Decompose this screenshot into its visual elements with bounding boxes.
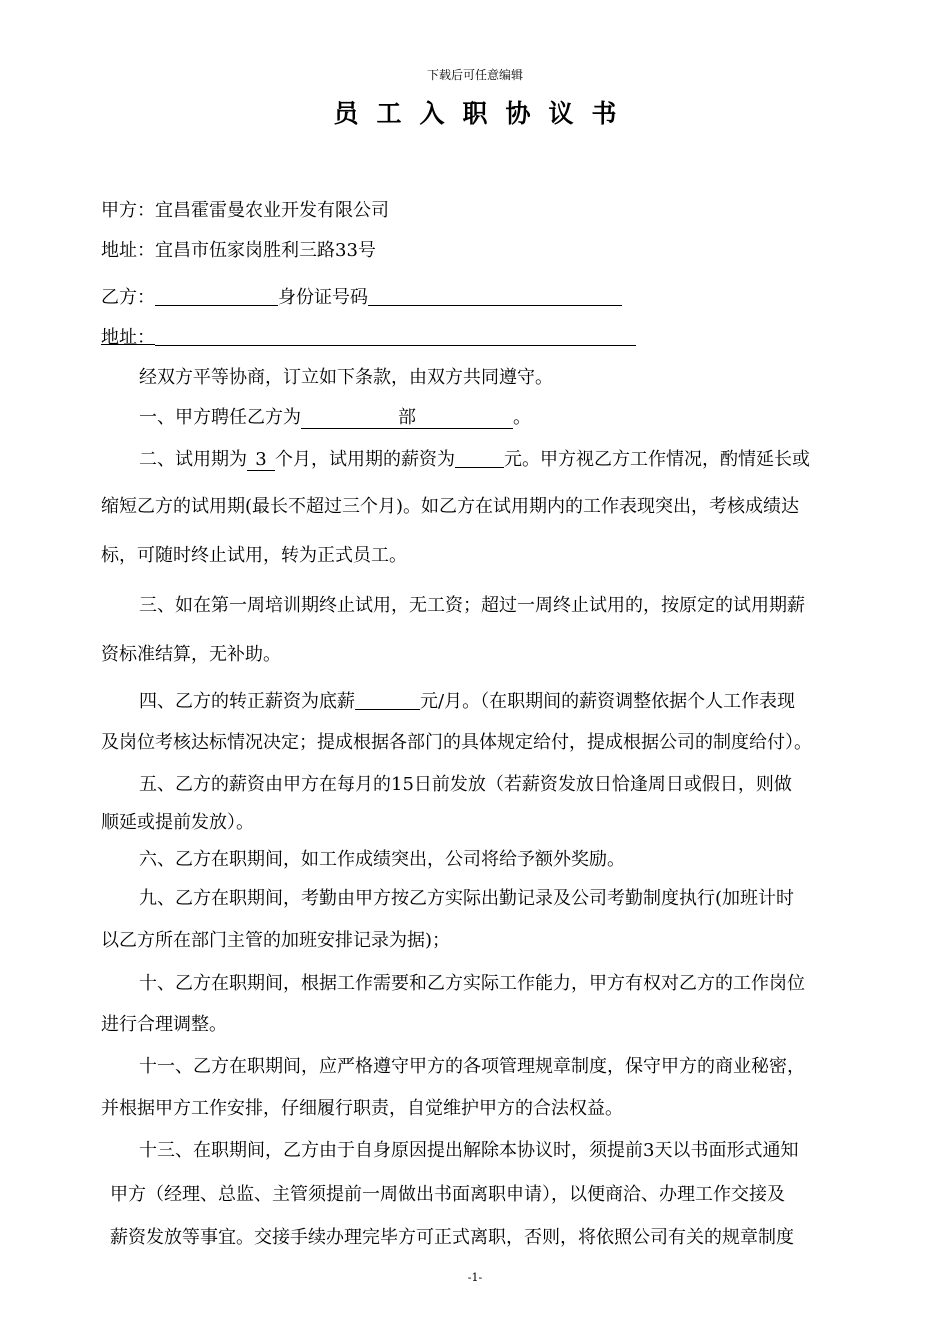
clause-4-text-a: 四、乙方的转正薪资为底薪 — [139, 691, 355, 712]
id-number-blank — [368, 287, 622, 306]
intro-text: 经双方平等协商，订立如下条款，由双方共同遵守。 — [139, 367, 553, 388]
clause-5-line-2: 顺延或提前发放）。 — [101, 812, 254, 833]
clause-13-line-1: 十三、在职期间，乙方由于自身原因提出解除本协议时，须提前3天以书面形式通知 — [139, 1140, 799, 1161]
id-number-label: 身份证号码 — [278, 287, 368, 308]
party-a-label: 甲方： — [101, 200, 155, 221]
clause-4-line-1 — [139, 688, 795, 714]
document-title: 员工入职协议书 — [333, 99, 635, 128]
page-number: -1- — [467, 1271, 483, 1284]
address-a-value: 宜昌市伍家岗胜利三路33号 — [155, 240, 376, 261]
base-salary-blank — [355, 691, 420, 710]
clause-2-line-2: 缩短乙方的试用期(最长不超过三个月)。如乙方在试用期内的工作表现突出，考核成绩达 — [101, 496, 800, 517]
header-note: 下载后可任意编辑 — [426, 68, 523, 82]
clause-10-line-2: 进行合理调整。 — [101, 1014, 227, 1035]
clause-4-text-b: 元/月。（在职期间的薪资调整依据个人工作表现 — [420, 691, 796, 712]
party-b-label: 乙方： — [101, 287, 155, 308]
clause-2-text-a: 二、试用期为 — [139, 449, 247, 470]
department-blank — [301, 408, 513, 429]
address-b-line — [101, 324, 636, 350]
clause-2-text-b: 个月，试用期的薪资为 — [275, 449, 455, 470]
probation-salary-blank — [455, 449, 504, 468]
clause-3-line-1: 三、如在第一周培训期终止试用，无工资；超过一周终止试用的，按原定的试用期薪 — [139, 595, 805, 616]
party-a-line — [101, 199, 389, 223]
clause-1 — [139, 406, 531, 430]
clause-10-line-1: 十、乙方在职期间，根据工作需要和乙方实际工作能力，甲方有权对乙方的工作岗位 — [139, 973, 805, 994]
clause-5-line-1: 五、乙方的薪资由甲方在每月的15日前发放（若薪资发放日恰逢周日或假日，则做 — [139, 774, 792, 795]
clause-2-line-1 — [139, 446, 810, 472]
probation-months — [247, 450, 275, 471]
clause-13-line-2: 甲方（经理、总监、主管须提前一周做出书面离职申请），以便商洽、办理工作交接及 — [110, 1184, 785, 1205]
address-b-label: 地址： — [101, 327, 155, 348]
clause-2-line-3: 标，可随时终止试用，转为正式员工。 — [101, 545, 407, 566]
party-b-line — [101, 284, 622, 310]
clause-9-line-2: 以乙方所在部门主管的加班安排记录为据)； — [101, 930, 451, 951]
party-a-value: 宜昌霍雷曼农业开发有限公司 — [155, 200, 389, 221]
clause-9-line-1: 九、乙方在职期间，考勤由甲方按乙方实际出勤记录及公司考勤制度执行(加班计时 — [139, 888, 795, 909]
clause-4-line-2: 及岗位考核达标情况决定；提成根据各部门的具体规定给付，提成根据公司的制度给付）。 — [101, 732, 812, 753]
party-b-name-blank — [155, 287, 278, 306]
clause-1-suffix: 。 — [513, 407, 531, 428]
address-a-label: 地址： — [101, 240, 155, 261]
probation-months-value: 3 — [255, 449, 267, 470]
clause-13-line-3: 薪资发放等事宜。交接手续办理完毕方可正式离职，否则，将依照公司有关的规章制度 — [110, 1227, 794, 1248]
address-a-line — [101, 239, 376, 263]
clause-3-line-2: 资标准结算，无补助。 — [101, 644, 281, 665]
clause-11-line-1: 十一、乙方在职期间，应严格遵守甲方的各项管理规章制度，保守甲方的商业秘密， — [139, 1056, 805, 1077]
department-text: 部 — [398, 407, 416, 428]
address-b-blank — [155, 327, 636, 346]
clause-11-line-2: 并根据甲方工作安排，仔细履行职责，自觉维护甲方的合法权益。 — [101, 1098, 623, 1119]
clause-1-prefix: 一、甲方聘任乙方为 — [139, 407, 301, 428]
clause-6-line-1: 六、乙方在职期间，如工作成绩突出，公司将给予额外奖励。 — [139, 849, 625, 870]
clause-2-text-c: 元。甲方视乙方工作情况，酌情延长或 — [504, 449, 810, 470]
